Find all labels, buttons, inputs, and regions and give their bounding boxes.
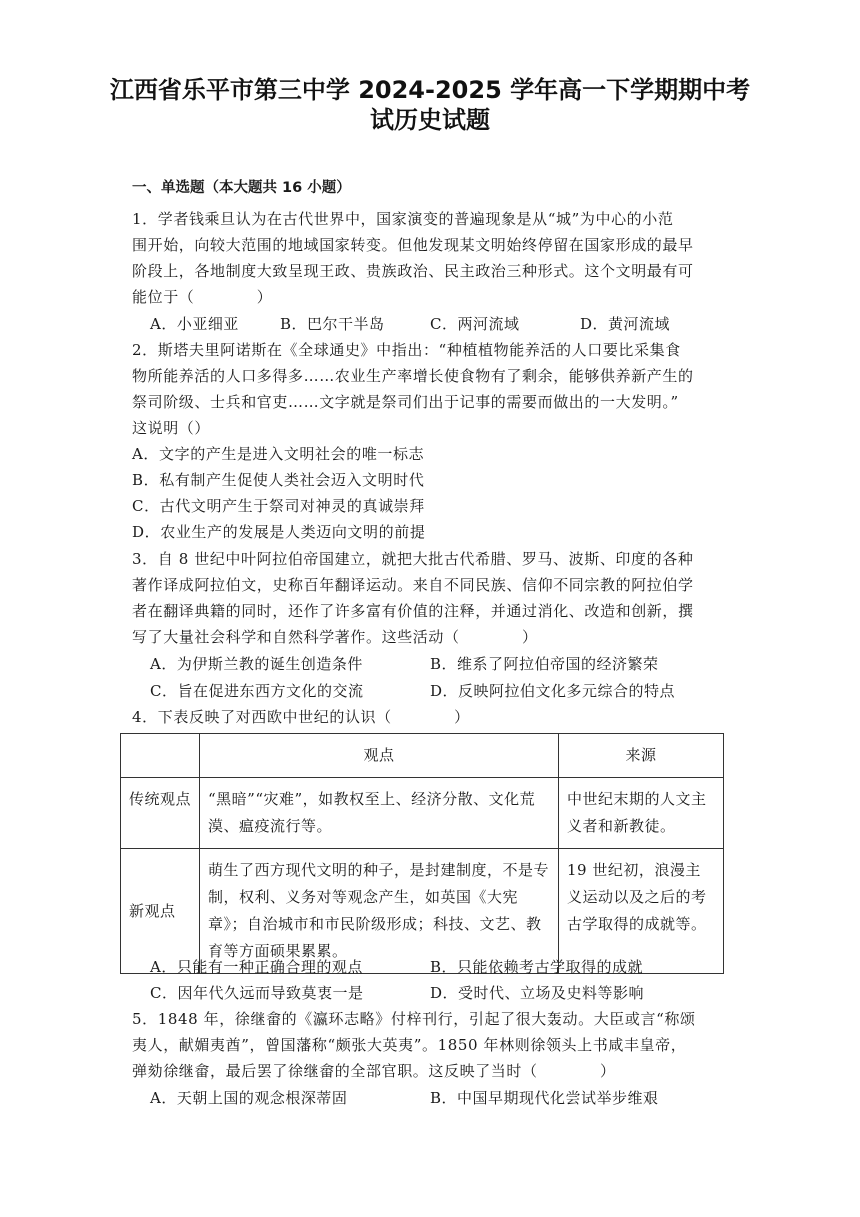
option-d: D．反映阿拉伯文化多元综合的特点 bbox=[430, 682, 676, 700]
option-c: C．两河流域 bbox=[430, 315, 520, 333]
option-a: A．天朝上国的观念根深蒂固 bbox=[150, 1089, 348, 1107]
question-text-line: 物所能养活的人口多得多……农业生产率增长使食物有了剩余，能够供养新产生的 bbox=[132, 367, 694, 385]
option-a: A．小亚细亚 bbox=[150, 315, 239, 333]
table-cell-view: 萌生了西方现代文明的种子，是封建制度，不是专制，权利、义务对等观念产生，如英国《大宪章》；自治城市和市民阶级形成；科技、文艺、教育等方面硕果累累。 bbox=[200, 849, 559, 974]
table-row-label: 新观点 bbox=[121, 849, 200, 974]
option-d: D．黄河流域 bbox=[580, 315, 671, 333]
question-text-line: 弹劾徐继畲，最后罢了徐继畲的全部官职。这反映了当时（ ） bbox=[132, 1062, 616, 1080]
option-b: B．巴尔干半岛 bbox=[280, 315, 385, 333]
table-row bbox=[121, 778, 724, 849]
option-b: B．中国早期现代化尝试举步维艰 bbox=[430, 1089, 659, 1107]
option-a: A．只能有一种正确合理的观点 bbox=[150, 958, 363, 976]
question-text-line: 祭司阶级、士兵和官吏……文字就是祭司们出于记事的需要而做出的一大发明。” bbox=[132, 393, 679, 411]
question-text-line: 者在翻译典籍的同时，还作了许多富有价值的注释，并通过消化、改造和创新，撰 bbox=[132, 602, 694, 620]
option-b: B．私有制产生促使人类社会迈入文明时代 bbox=[132, 471, 425, 489]
question-text-line: 3．自 8 世纪中叶阿拉伯帝国建立，就把大批古代希腊、罗马、波斯、印度的各种 bbox=[132, 550, 694, 568]
option-d: D．受时代、立场及史料等影响 bbox=[430, 984, 645, 1002]
table-cell-source: 19 世纪初，浪漫主义运动以及之后的考古学取得的成就等。 bbox=[559, 849, 724, 974]
table-header-row bbox=[121, 734, 724, 778]
question-text-line: 5．1848 年，徐继畲的《瀛环志略》付梓刊行，引起了很大轰动。大臣或言“称颂 bbox=[132, 1010, 696, 1028]
question-text-line: 著作译成阿拉伯文，史称百年翻译运动。来自不同民族、信仰不同宗教的阿拉伯学 bbox=[132, 576, 694, 594]
question-text-line: 1．学者钱乘旦认为在古代世界中，国家演变的普遍现象是从“城”为中心的小范 bbox=[132, 210, 674, 228]
comparison-table bbox=[120, 733, 724, 974]
table-header-cell: 观点 bbox=[200, 734, 559, 778]
question-text-line: 写了大量社会科学和自然科学著作。这些活动（ ） bbox=[132, 628, 538, 646]
option-c: C．古代文明产生于祭司对神灵的真诚崇拜 bbox=[132, 497, 425, 515]
option-d: D．农业生产的发展是人类迈向文明的前提 bbox=[132, 523, 426, 541]
question-text-line: 能位于（ ） bbox=[132, 288, 273, 306]
option-a: A．为伊斯兰教的诞生创造条件 bbox=[150, 655, 363, 673]
option-b: B．维系了阿拉伯帝国的经济繁荣 bbox=[430, 655, 659, 673]
question-text-line: 4．下表反映了对西欧中世纪的认识（ ） bbox=[132, 708, 470, 726]
table-cell-view: “黑暗”“灾难”，如教权至上、经济分散、文化荒漠、瘟疫流行等。 bbox=[200, 778, 559, 849]
page-title-line-1: 江西省乐平市第三中学 2024-2025 学年高一下学期期中考 bbox=[109, 76, 751, 104]
option-a: A．文字的产生是进入文明社会的唯一标志 bbox=[132, 445, 425, 463]
question-text-line: 围开始，向较大范围的地域国家转变。但他发现某文明始终停留在国家形成的最早 bbox=[132, 236, 694, 254]
table-row bbox=[121, 849, 724, 974]
table-header-cell bbox=[121, 734, 200, 778]
page-title-line-2: 试历史试题 bbox=[370, 106, 490, 134]
question-text-line: 夷人，献媚夷酋”，曾国藩称“颇张大英夷”。1850 年林则徐领头上书咸丰皇帝， bbox=[132, 1036, 687, 1054]
section-heading: 一、单选题（本大题共 16 小题） bbox=[132, 180, 351, 196]
question-text-line: 2．斯塔夫里阿诺斯在《全球通史》中指出：“种植植物能养活的人口要比采集食 bbox=[132, 341, 681, 359]
option-c: C．旨在促进东西方文化的交流 bbox=[150, 682, 364, 700]
table-row-label: 传统观点 bbox=[121, 778, 200, 849]
table-header-cell: 来源 bbox=[559, 734, 724, 778]
option-b: B．只能依赖考古学取得的成就 bbox=[430, 958, 644, 976]
question-text-line: 这说明（） bbox=[132, 419, 211, 437]
option-c: C．因年代久远而导致莫衷一是 bbox=[150, 984, 364, 1002]
table-cell-source: 中世纪末期的人文主义者和新教徒。 bbox=[559, 778, 724, 849]
question-text-line: 阶段上，各地制度大致呈现王政、贵族政治、民主政治三种形式。这个文明最有可 bbox=[132, 262, 694, 280]
